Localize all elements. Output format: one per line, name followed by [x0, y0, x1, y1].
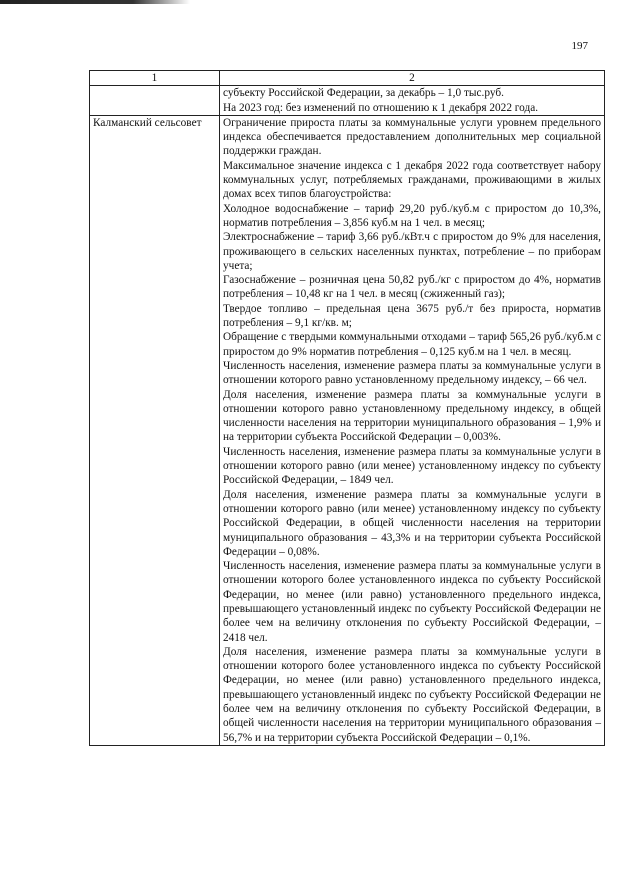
paragraph: Доля населения, изменение размера платы за коммунальные услуги в отношении которого равно установленному предельному индексу, в общей численности населения на территории муниципального образования – 1,9% и на территории субъекта Российской Федерации – 0,003%.	[223, 388, 601, 444]
continuation-row	[90, 86, 605, 116]
paragraph: Максимальное значение индекса с 1 декабря 2022 года соответствует набору коммунальных услуг, потребляемых гражданами, проживающими в жилых домах всех типов благоустройства:	[223, 159, 601, 201]
page-number: 197	[571, 40, 588, 52]
table-header-row	[90, 71, 605, 86]
column-header-1: 1	[90, 71, 220, 86]
entity-description	[220, 115, 605, 745]
continuation-entity-cell	[90, 86, 220, 116]
continuation-line: субъекту Российской Федерации, за декабрь – 1,0 тыс.руб.	[223, 87, 504, 100]
scan-edge-mark	[0, 0, 190, 4]
column-header-2: 2	[220, 71, 605, 86]
paragraph: Численность населения, изменение размера платы за коммунальные услуги в отношении которого равно (или менее) установленному индексу по субъекту Российской Федерации, – 1849 чел.	[223, 445, 601, 487]
paragraph: Доля населения, изменение размера платы за коммунальные услуги в отношении которого более установленного индекса по субъекту Российской Федерации, но менее (или равно) установленного предельного индекса, превышающего установленный индекс по субъекту Российской Федерации не более чем на величину отклонения по субъекту Российской Федерации, в общей численности населения на территории муниципального образования – 56,7% и на территории субъекта Российской Федерации – 0,1%.	[223, 645, 601, 744]
paragraph: Твердое топливо – предельная цена 3675 руб./т без прироста, норматив потребления – 9,1 кг/кв. м;	[223, 302, 601, 330]
continuation-line: На 2023 год: без изменений по отношению к 1 декабря 2022 года.	[223, 101, 539, 114]
paragraph: Газоснабжение – розничная цена 50,82 руб./кг с приростом до 4%, норматив потребления – 10,48 кг на 1 чел. в месяц (сжиженный газ);	[223, 274, 601, 301]
paragraph: Численность населения, изменение размера платы за коммунальные услуги в отношении которого равно установленному предельному индексу, – 66 чел.	[223, 359, 601, 387]
paragraph: Холодное водоснабжение – тариф 29,20 руб./куб.м с приростом до 10,3%, норматив потребления – 3,856 куб.м на 1 чел. в месяц;	[223, 202, 601, 229]
paragraph: Численность населения, изменение размера платы за коммунальные услуги в отношении которого более установленного индекса по субъекту Российской Федерации, но менее (или равно) установленного предельного индекса, превышающего установленный индекс по субъекту Российской Федерации не более чем на величину отклонения по субъекту Российской Федерации, – 2418 чел.	[223, 560, 601, 644]
document-table	[89, 70, 605, 746]
paragraph: Ограничение прироста платы за коммунальные услуги уровнем предельного индекса обеспечивается предоставлением дополнительных мер социальной поддержки граждан.	[223, 116, 601, 158]
paragraph: Обращение с твердыми коммунальными отходами – тариф 565,26 руб./куб.м с приростом до 9% норматив потребления – 0,125 куб.м на 1 чел. в месяц.	[223, 331, 601, 358]
continuation-text-cell	[220, 86, 605, 116]
entity-name: Калманский сельсовет	[90, 115, 220, 745]
table-row	[90, 115, 605, 745]
paragraph: Электроснабжение – тариф 3,66 руб./кВт.ч с приростом до 9% для населения, проживающего в сельских населенных пунктах, потребление – по приборам учета;	[223, 231, 601, 272]
paragraph: Доля населения, изменение размера платы за коммунальные услуги в отношении которого равно (или менее) установленному индексу по субъекту Российской Федерации, в общей численности населения на территории муниципального образования – 43,3% и на территории субъекта Российской Федерации – 0,08%.	[223, 488, 601, 558]
